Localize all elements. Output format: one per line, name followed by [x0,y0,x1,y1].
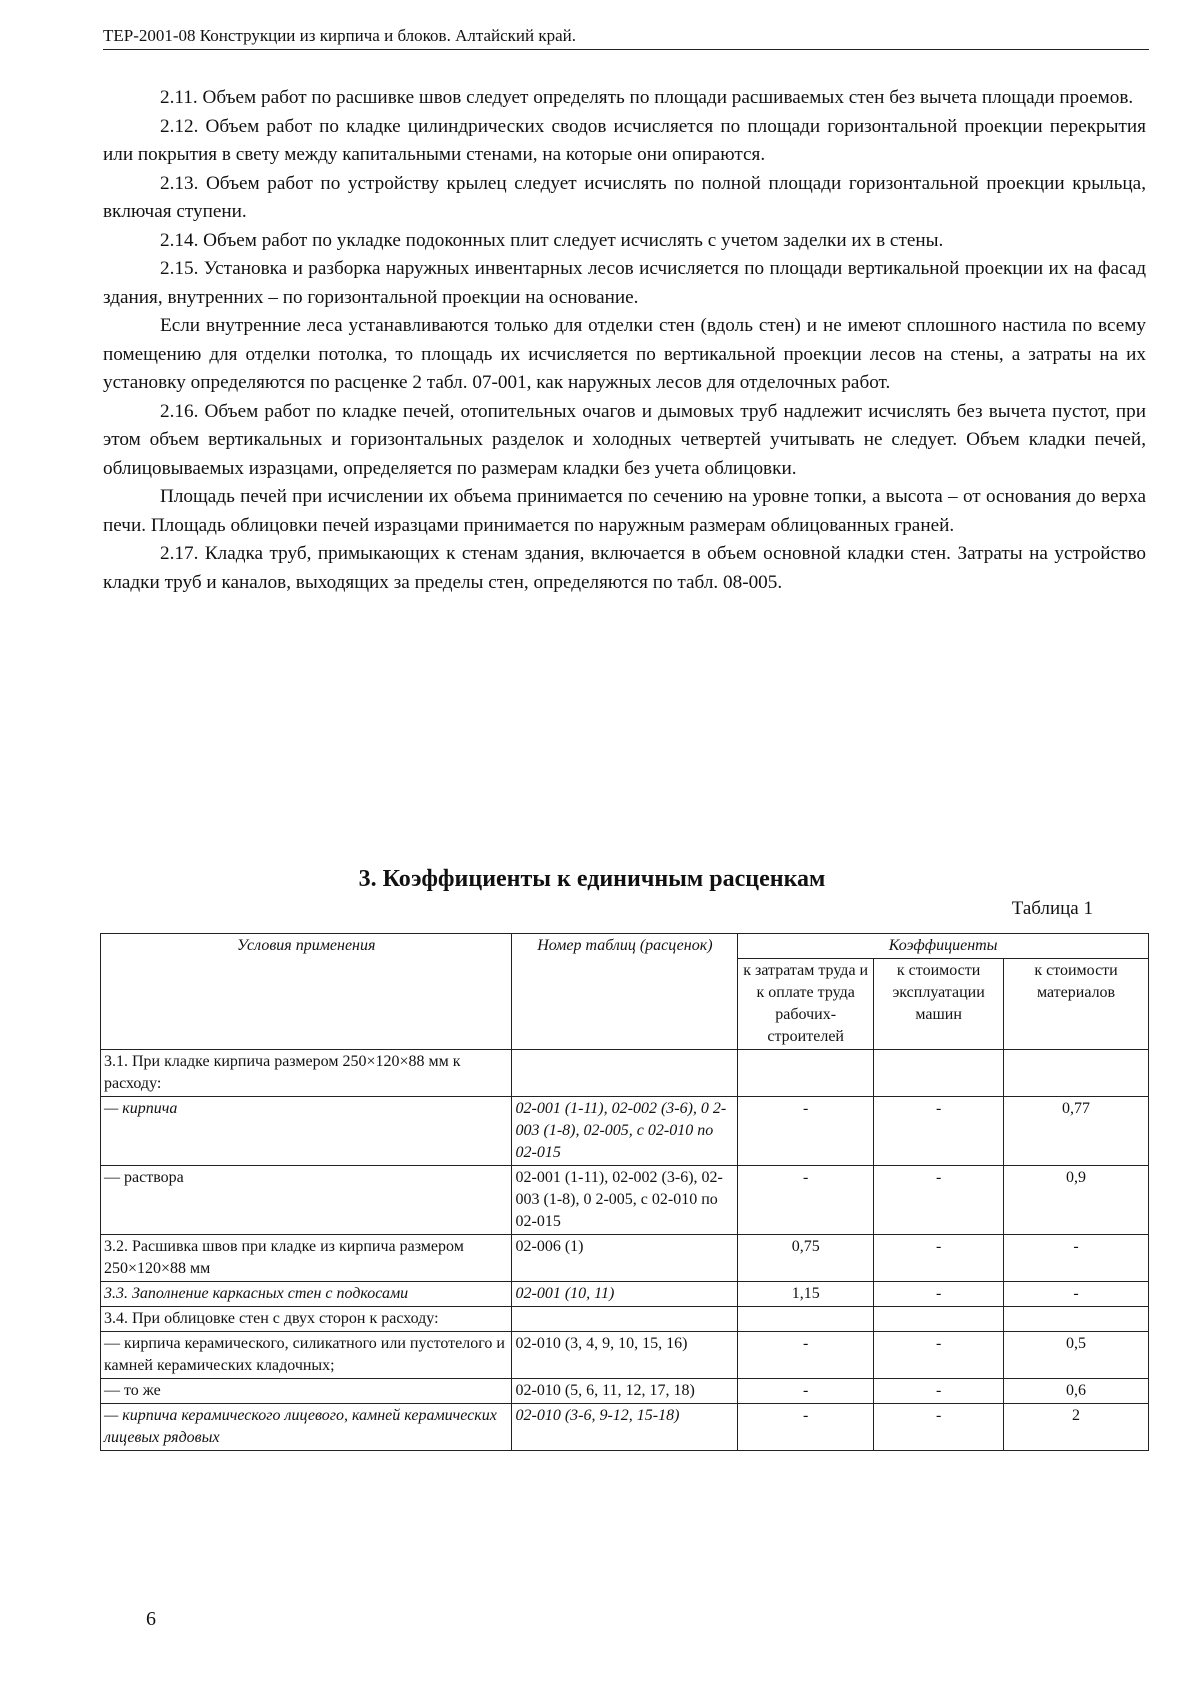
paragraph-2-14: 2.14. Объем работ по укладке подоконных плит следует исчислять с учетом заделки их в стены. [160,229,944,251]
cell-labor: 1,15 [738,1282,874,1307]
cell-table-numbers [512,1307,738,1332]
cell-machines: - [874,1235,1004,1282]
header-table-numbers: Номер таблиц (расценок) [512,934,738,1050]
table-row [101,1404,1149,1451]
cell-machines: - [874,1166,1004,1235]
body-text [103,84,1146,597]
header-materials: к стоимости материалов [1004,959,1149,1050]
cell-labor: - [738,1379,874,1404]
cell-machines [874,1307,1004,1332]
cell-materials: - [1004,1235,1149,1282]
cell-materials: 0,9 [1004,1166,1149,1235]
cell-machines: - [874,1097,1004,1166]
cell-conditions: — раствора [101,1166,512,1235]
cell-materials [1004,1307,1149,1332]
header-coefficients: Коэффициенты [738,934,1149,959]
paragraph-2-11: 2.11. Объем работ по расшивке швов следует определять по площади расшиваемых стен без вычета площади проемов. [160,87,1134,108]
table-header-row [101,934,1149,959]
cell-table-numbers [512,1050,738,1097]
table-row [101,1166,1149,1235]
table-label: Таблица 1 [1011,898,1093,919]
cell-conditions: 3.4. При облицовке стен с двух сторон к расходу: [101,1307,512,1332]
section-title: 3. Коэффициенты к единичным расценкам [358,866,826,892]
paragraph-2-16-cont: Площадь печей при исчислении их объема принимается по сечению на уровне топки, а высота – от основания до верха печи. Площадь облицовки печей изразцами принимается по наружным размерам облицованных граней. [103,486,1146,536]
cell-labor: - [738,1404,874,1451]
cell-materials: 0,6 [1004,1379,1149,1404]
cell-labor [738,1307,874,1332]
header-labor: к затратам труда и к оплате труда рабочих-строителей [738,959,874,1050]
table-row [101,1332,1149,1379]
table-row [101,1050,1149,1097]
paragraph-2-17: 2.17. Кладка труб, примыкающих к стенам здания, включается в объем основной кладки стен. Затраты на устройство кладки труб и каналов, выходящих за пределы стен, определяются по табл. 08-005. [103,543,1146,593]
paragraph-2-15: 2.15. Установка и разборка наружных инвентарных лесов исчисляется по площади вертикальной проекции их на фасад здания, внутренних – по горизонтальной проекции на основание. [103,258,1146,308]
cell-labor: 0,75 [738,1235,874,1282]
cell-labor: - [738,1097,874,1166]
cell-machines: - [874,1282,1004,1307]
cell-materials: - [1004,1282,1149,1307]
paragraph-2-15-cont: Если внутренние леса устанавливаются только для отделки стен (вдоль стен) и не имеют сплошного настила по всему помещению для отделки потолка, то площадь их исчисляется по вертикальной проекции лесов на стены, а затраты на их установку определяются по расценке 2 табл. 07-001, как наружных лесов для отделочных работ. [103,315,1146,393]
cell-table-numbers: 02-010 (5, 6, 11, 12, 17, 18) [512,1379,738,1404]
cell-machines: - [874,1332,1004,1379]
cell-table-numbers: 02-006 (1) [512,1235,738,1282]
cell-conditions: 3.2. Расшивка швов при кладке из кирпича размером 250×120×88 мм [101,1235,512,1282]
cell-conditions: — кирпича [101,1097,512,1166]
header-conditions: Условия применения [101,934,512,1050]
cell-table-numbers: 02-001 (1-11), 02-002 (3-6), 02-003 (1-8), 0 2-005, с 02-010 по 02-015 [512,1166,738,1235]
cell-materials: 2 [1004,1404,1149,1451]
cell-table-numbers: 02-001 (1-11), 02-002 (3-6), 0 2-003 (1-8), 02-005, с 02-010 по 02-015 [512,1097,738,1166]
cell-conditions: 3.3. Заполнение каркасных стен с подкосами [101,1282,512,1307]
paragraph-2-16: 2.16. Объем работ по кладке печей, отопительных очагов и дымовых труб надлежит исчислять без вычета пустот, при этом объем вертикальных и горизонтальных разделок и холодных четвертей учитывать не следует. Объем кладки печей, облицовываемых изразцами, определяется по размерам кладки без учета облицовки. [103,400,1146,479]
table-row [101,1307,1149,1332]
cell-labor: - [738,1332,874,1379]
cell-materials: 0,77 [1004,1097,1149,1166]
cell-conditions: — то же [101,1379,512,1404]
table-row [101,1235,1149,1282]
cell-machines: - [874,1379,1004,1404]
paragraph-2-13: 2.13. Объем работ по устройству крылец следует исчислять по полной площади горизонтальной проекции крыльца, включая ступени. [103,172,1146,222]
cell-conditions: — кирпича керамического лицевого, камней керамических лицевых рядовых [101,1404,512,1451]
cell-conditions: 3.1. При кладке кирпича размером 250×120×88 мм к расходу: [101,1050,512,1097]
header-machines: к стоимости эксплуатации машин [874,959,1004,1050]
coefficients-table [100,933,1149,1451]
table-row [101,1282,1149,1307]
table-row [101,1379,1149,1404]
cell-labor: - [738,1166,874,1235]
cell-materials [1004,1050,1149,1097]
table-row [101,1097,1149,1166]
cell-conditions: — кирпича керамического, силикатного или пустотелого и камней керамических кладочных; [101,1332,512,1379]
page-number: 6 [146,1608,156,1630]
cell-table-numbers: 02-010 (3, 4, 9, 10, 15, 16) [512,1332,738,1379]
cell-machines [874,1050,1004,1097]
paragraph-2-12: 2.12. Объем работ по кладке цилиндрических сводов исчисляется по площади горизонтальной проекции перекрытия или покрытия в свету между капитальными стенами, на которые они опираются. [103,115,1146,165]
page-header: ТЕР-2001-08 Конструкции из кирпича и блоков. Алтайский край. [103,26,1149,50]
cell-materials: 0,5 [1004,1332,1149,1379]
cell-table-numbers: 02-001 (10, 11) [512,1282,738,1307]
cell-labor [738,1050,874,1097]
cell-machines: - [874,1404,1004,1451]
cell-table-numbers: 02-010 (3-6, 9-12, 15-18) [512,1404,738,1451]
